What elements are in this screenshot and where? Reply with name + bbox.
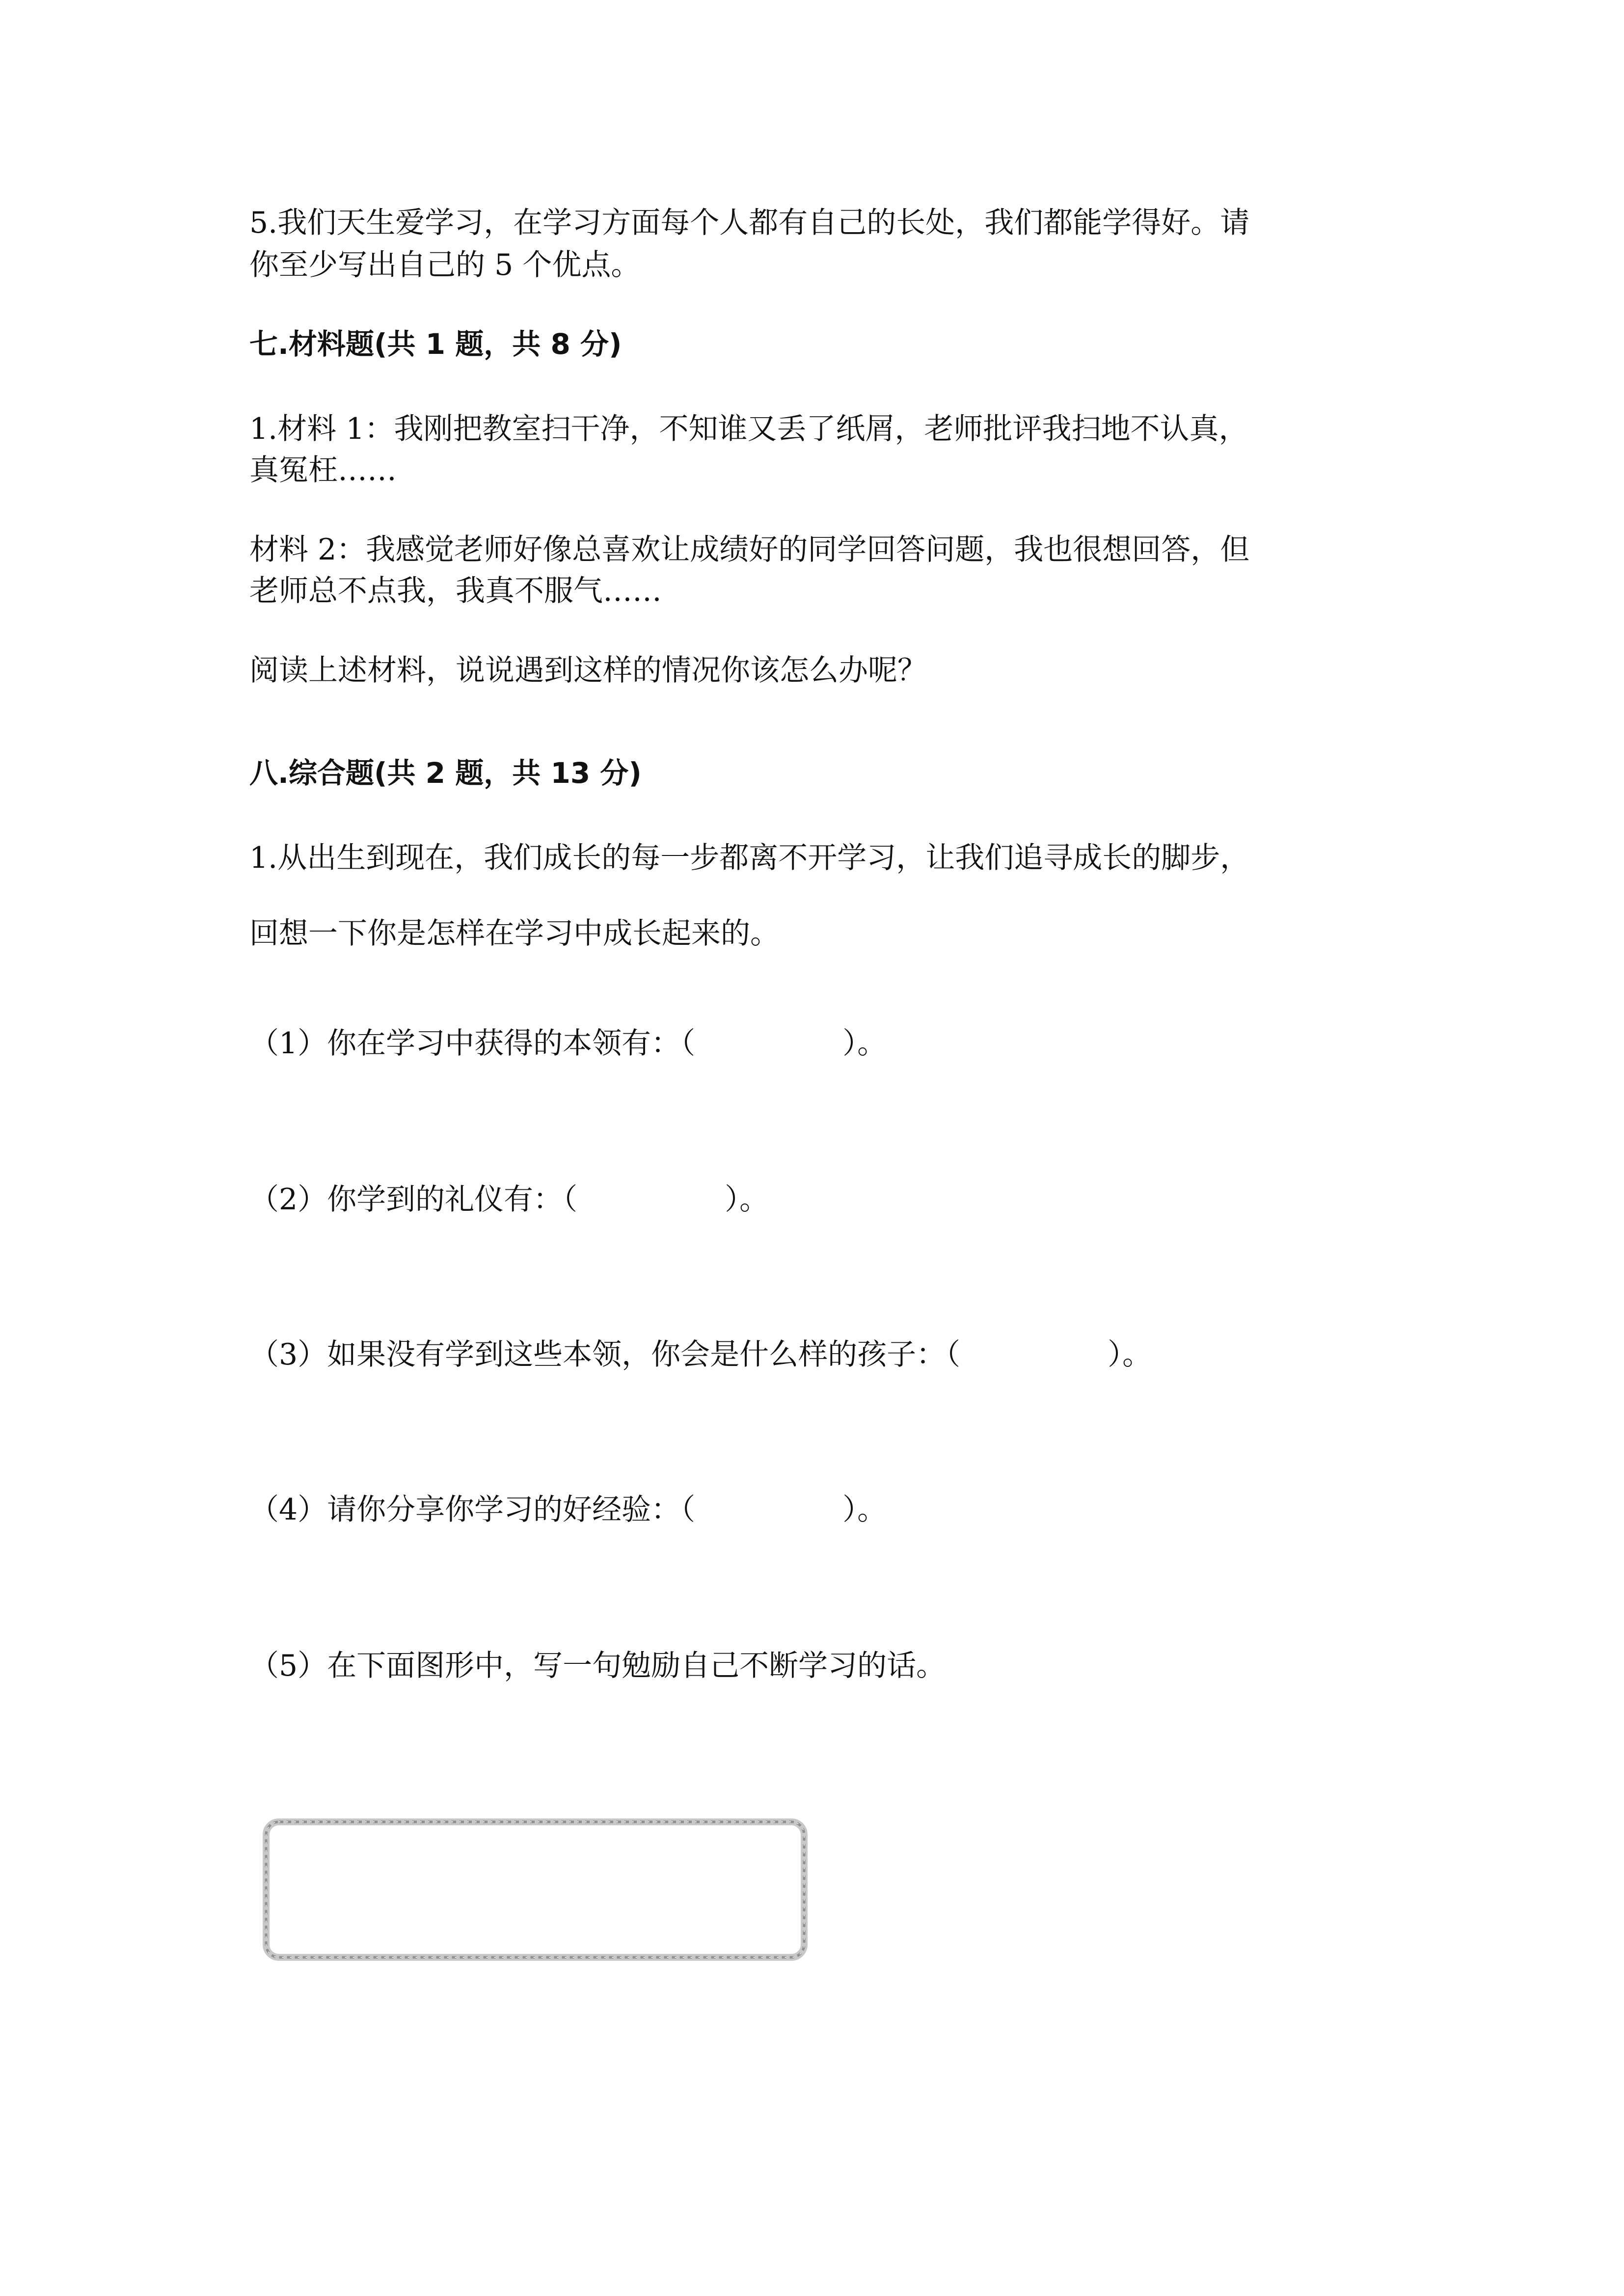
- section8-sub5: （5）在下面图形中，写一句勉励自己不断学习的话。: [249, 1649, 946, 1683]
- section7-q1-line2: 真冤枉……: [249, 453, 397, 487]
- q5-line1: 5.我们天生爱学习，在学习方面每个人都有自己的长处，我们都能学得好。请: [249, 206, 1250, 240]
- section8-sub3: （3）如果没有学到这些本领，你会是什么样的孩子：（ ）。: [249, 1337, 1152, 1372]
- section8-sub1: （1）你在学习中获得的本领有：（ ）。: [249, 1026, 887, 1061]
- section8-q1-line1: 1.从出生到现在，我们成长的每一步都离不开学习，让我们追寻成长的脚步，: [249, 841, 1250, 875]
- q5-line2: 你至少写出自己的 5 个优点。: [249, 248, 641, 282]
- section7-q1-line1: 1.材料 1：我刚把教室扫干净，不知谁又丢了纸屑，老师批评我扫地不认真，: [249, 412, 1248, 446]
- section8-title: 八.综合题(共 2 题，共 13 分): [249, 756, 642, 790]
- section8-sub4: （4）请你分享你学习的好经验：（ ）。: [249, 1493, 887, 1527]
- section8-q1-line2: 回想一下你是怎样在学习中成长起来的。: [249, 916, 780, 951]
- answer-frame: [260, 1816, 810, 1963]
- section7-prompt: 阅读上述材料，说说遇到这样的情况你该怎么办呢？: [249, 653, 927, 688]
- section7-title: 七.材料题(共 1 题，共 8 分): [249, 327, 622, 361]
- section8-sub2: （2）你学到的礼仪有：（ ）。: [249, 1182, 769, 1217]
- section7-material2-line2: 老师总不点我，我真不服气……: [249, 574, 662, 608]
- section7-material2-line1: 材料 2：我感觉老师好像总喜欢让成绩好的同学回答问题，我也很想回答，但: [249, 533, 1250, 567]
